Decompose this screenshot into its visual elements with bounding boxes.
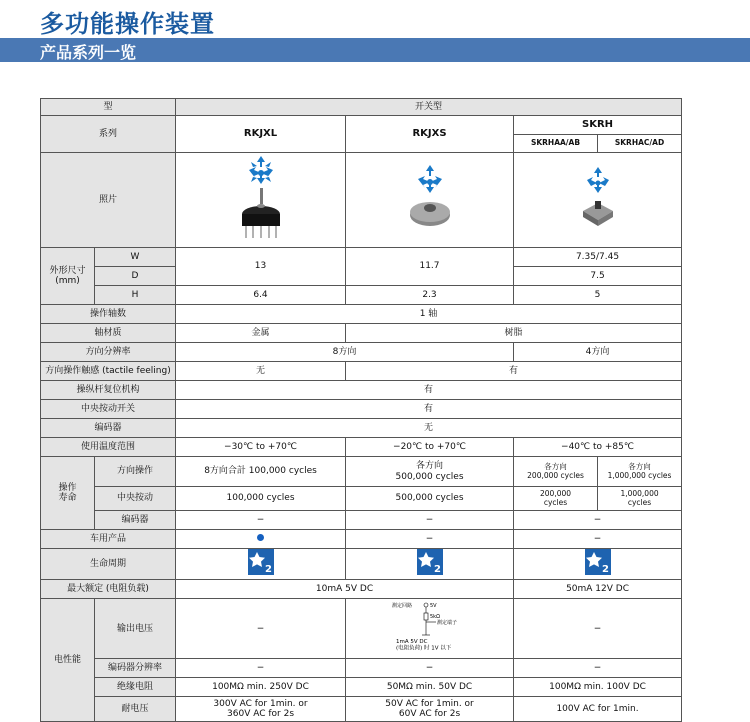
automotive-dot-icon (257, 534, 264, 541)
life-dir-skrhac: 各方向 1,000,000 cycles (598, 457, 682, 487)
section-bar (0, 38, 750, 62)
svg-text:2: 2 (601, 564, 609, 576)
output-rkjxl: − (176, 599, 346, 659)
type-label: 型 (41, 99, 176, 116)
center-push-value: 有 (176, 400, 682, 419)
photo-label: 照片 (41, 153, 176, 248)
insulation-label: 绝缘电阻 (95, 678, 176, 697)
svg-text:5kΩ: 5kΩ (429, 614, 440, 620)
dim-d-label: D (95, 267, 176, 286)
resolution-label: 方向分辨率 (41, 343, 176, 362)
sub-series-aa: SKRHAA/AB (514, 135, 598, 153)
temp-rkjxl: −30℃ to +70℃ (176, 438, 346, 457)
life-push-skrhaa: 200,000 cycles (514, 487, 598, 511)
withstand-skrh: 100V AC for 1min. (514, 697, 682, 722)
life-push-rkjxs: 500,000 cycles (346, 487, 514, 511)
enc-res-skrh: − (514, 659, 682, 678)
temp-skrh: −40℃ to +85℃ (514, 438, 682, 457)
rating-label: 最大额定 (电阻负载) (41, 580, 176, 599)
rating-rkj: 10mA 5V DC (176, 580, 514, 599)
lifecycle-skrh (514, 549, 682, 580)
lifecycle-star-badge-icon (248, 549, 274, 575)
center-push-label: 中央按动开关 (41, 400, 176, 419)
resolution-8: 8方向 (176, 343, 514, 362)
auto-label: 车用产品 (41, 530, 176, 549)
temp-rkjxs: −20℃ to +70℃ (346, 438, 514, 457)
life-enc-rkjxs: − (346, 511, 514, 530)
photo-skrh (514, 153, 682, 248)
skrh-d: 7.5 (514, 267, 682, 286)
life-enc-skrh: − (514, 511, 682, 530)
life-dir-rkjxl: 8方向合計 100,000 cycles (176, 457, 346, 487)
axes-label: 操作轴数 (41, 305, 176, 324)
series-rkjxl: RKJXL (176, 116, 346, 153)
dim-h-label: H (95, 286, 176, 305)
auto-rkjxs: − (346, 530, 514, 549)
life-enc-label: 编码器 (95, 511, 176, 530)
life-dir-skrhaa: 各方向 200,000 cycles (514, 457, 598, 487)
rkjxl-product-image (231, 154, 291, 242)
svg-text:5V: 5V (429, 603, 437, 609)
life-enc-rkjxl: − (176, 511, 346, 530)
return-value: 有 (176, 381, 682, 400)
lifecycle-rkjxl (176, 549, 346, 580)
lifecycle-star-badge-icon (417, 549, 443, 575)
tactile-yes: 有 (346, 362, 682, 381)
withstand-rkjxs: 50V AC for 1min. or 60V AC for 2s (346, 697, 514, 722)
tactile-label: 方向操作触感 (tactile feeling) (41, 362, 176, 381)
shaft-metal: 金属 (176, 324, 346, 343)
skrh-w: 7.35/7.45 (514, 248, 682, 267)
lifecycle-rkjxs (346, 549, 514, 580)
enc-res-label: 编码器分辨率 (95, 659, 176, 678)
svg-text:2: 2 (264, 564, 272, 576)
shaft-resin: 树脂 (346, 324, 682, 343)
section-title: 产品系列一览 (40, 43, 137, 62)
lifecycle-label: 生命周期 (41, 549, 176, 580)
life-push-label: 中央按动 (95, 487, 176, 511)
shaft-label: 轴材质 (41, 324, 176, 343)
photo-rkjxs (346, 153, 514, 248)
svg-text:1mA 5V DC(电阻负荷) 时 1V 以下: 1mA 5V DC (电阻负荷) 时 1V 以下 (395, 639, 451, 652)
withstand-label: 耐电压 (95, 697, 176, 722)
insulation-rkjxl: 100MΩ min. 250V DC (176, 678, 346, 697)
rkjxs-wd: 11.7 (346, 248, 514, 286)
life-push-skrhac: 1,000,000 cycles (598, 487, 682, 511)
enc-res-rkjxl: − (176, 659, 346, 678)
encoder-value: 无 (176, 419, 682, 438)
life-dir-label: 方向操作 (95, 457, 176, 487)
series-rkjxs: RKJXS (346, 116, 514, 153)
skrh-h: 5 (514, 286, 682, 305)
auto-skrh: − (514, 530, 682, 549)
type-value: 开关型 (176, 99, 682, 116)
temp-label: 使用温度范围 (41, 438, 176, 457)
output-rkjxs (346, 599, 514, 659)
axes-value: 1 轴 (176, 305, 682, 324)
sub-series-ac: SKRHAC/AD (598, 135, 682, 153)
enc-res-rkjxs: − (346, 659, 514, 678)
insulation-rkjxs: 50MΩ min. 50V DC (346, 678, 514, 697)
lifecycle-star-badge-icon (585, 549, 611, 575)
output-skrh: − (514, 599, 682, 659)
photo-rkjxl (176, 153, 346, 248)
return-label: 操纵杆复位机构 (41, 381, 176, 400)
withstand-rkjxl: 300V AC for 1min. or 360V AC for 2s (176, 697, 346, 722)
page-title: 多功能操作装置 (40, 10, 215, 38)
resolution-4: 4方向 (514, 343, 682, 362)
life-push-rkjxl: 100,000 cycles (176, 487, 346, 511)
auto-rkjxl (176, 530, 346, 549)
dimension-label: 外形尺寸 (mm) (41, 248, 95, 305)
rkjxs-product-image (400, 163, 460, 233)
svg-text:測定回路: 測定回路 (391, 603, 412, 609)
output-label: 输出电压 (95, 599, 176, 659)
measurement-circuit-diagram (390, 599, 470, 655)
dim-w-label: W (95, 248, 176, 267)
life-dir-rkjxs: 各方向 500,000 cycles (346, 457, 514, 487)
life-label: 操作 寿命 (41, 457, 95, 530)
skrh-product-image (573, 163, 623, 233)
rkjxs-h: 2.3 (346, 286, 514, 305)
rkjxl-wd: 13 (176, 248, 346, 286)
encoder-label: 编码器 (41, 419, 176, 438)
insulation-skrh: 100MΩ min. 100V DC (514, 678, 682, 697)
svg-text:2: 2 (433, 564, 441, 576)
rkjxl-h: 6.4 (176, 286, 346, 305)
tactile-none: 无 (176, 362, 346, 381)
elec-label: 电性能 (41, 599, 95, 722)
product-table (40, 98, 682, 722)
series-label: 系列 (41, 116, 176, 153)
series-skrh: SKRH (514, 116, 682, 135)
rating-skrh: 50mA 12V DC (514, 580, 682, 599)
svg-text:測定端子: 測定端子 (436, 620, 457, 626)
